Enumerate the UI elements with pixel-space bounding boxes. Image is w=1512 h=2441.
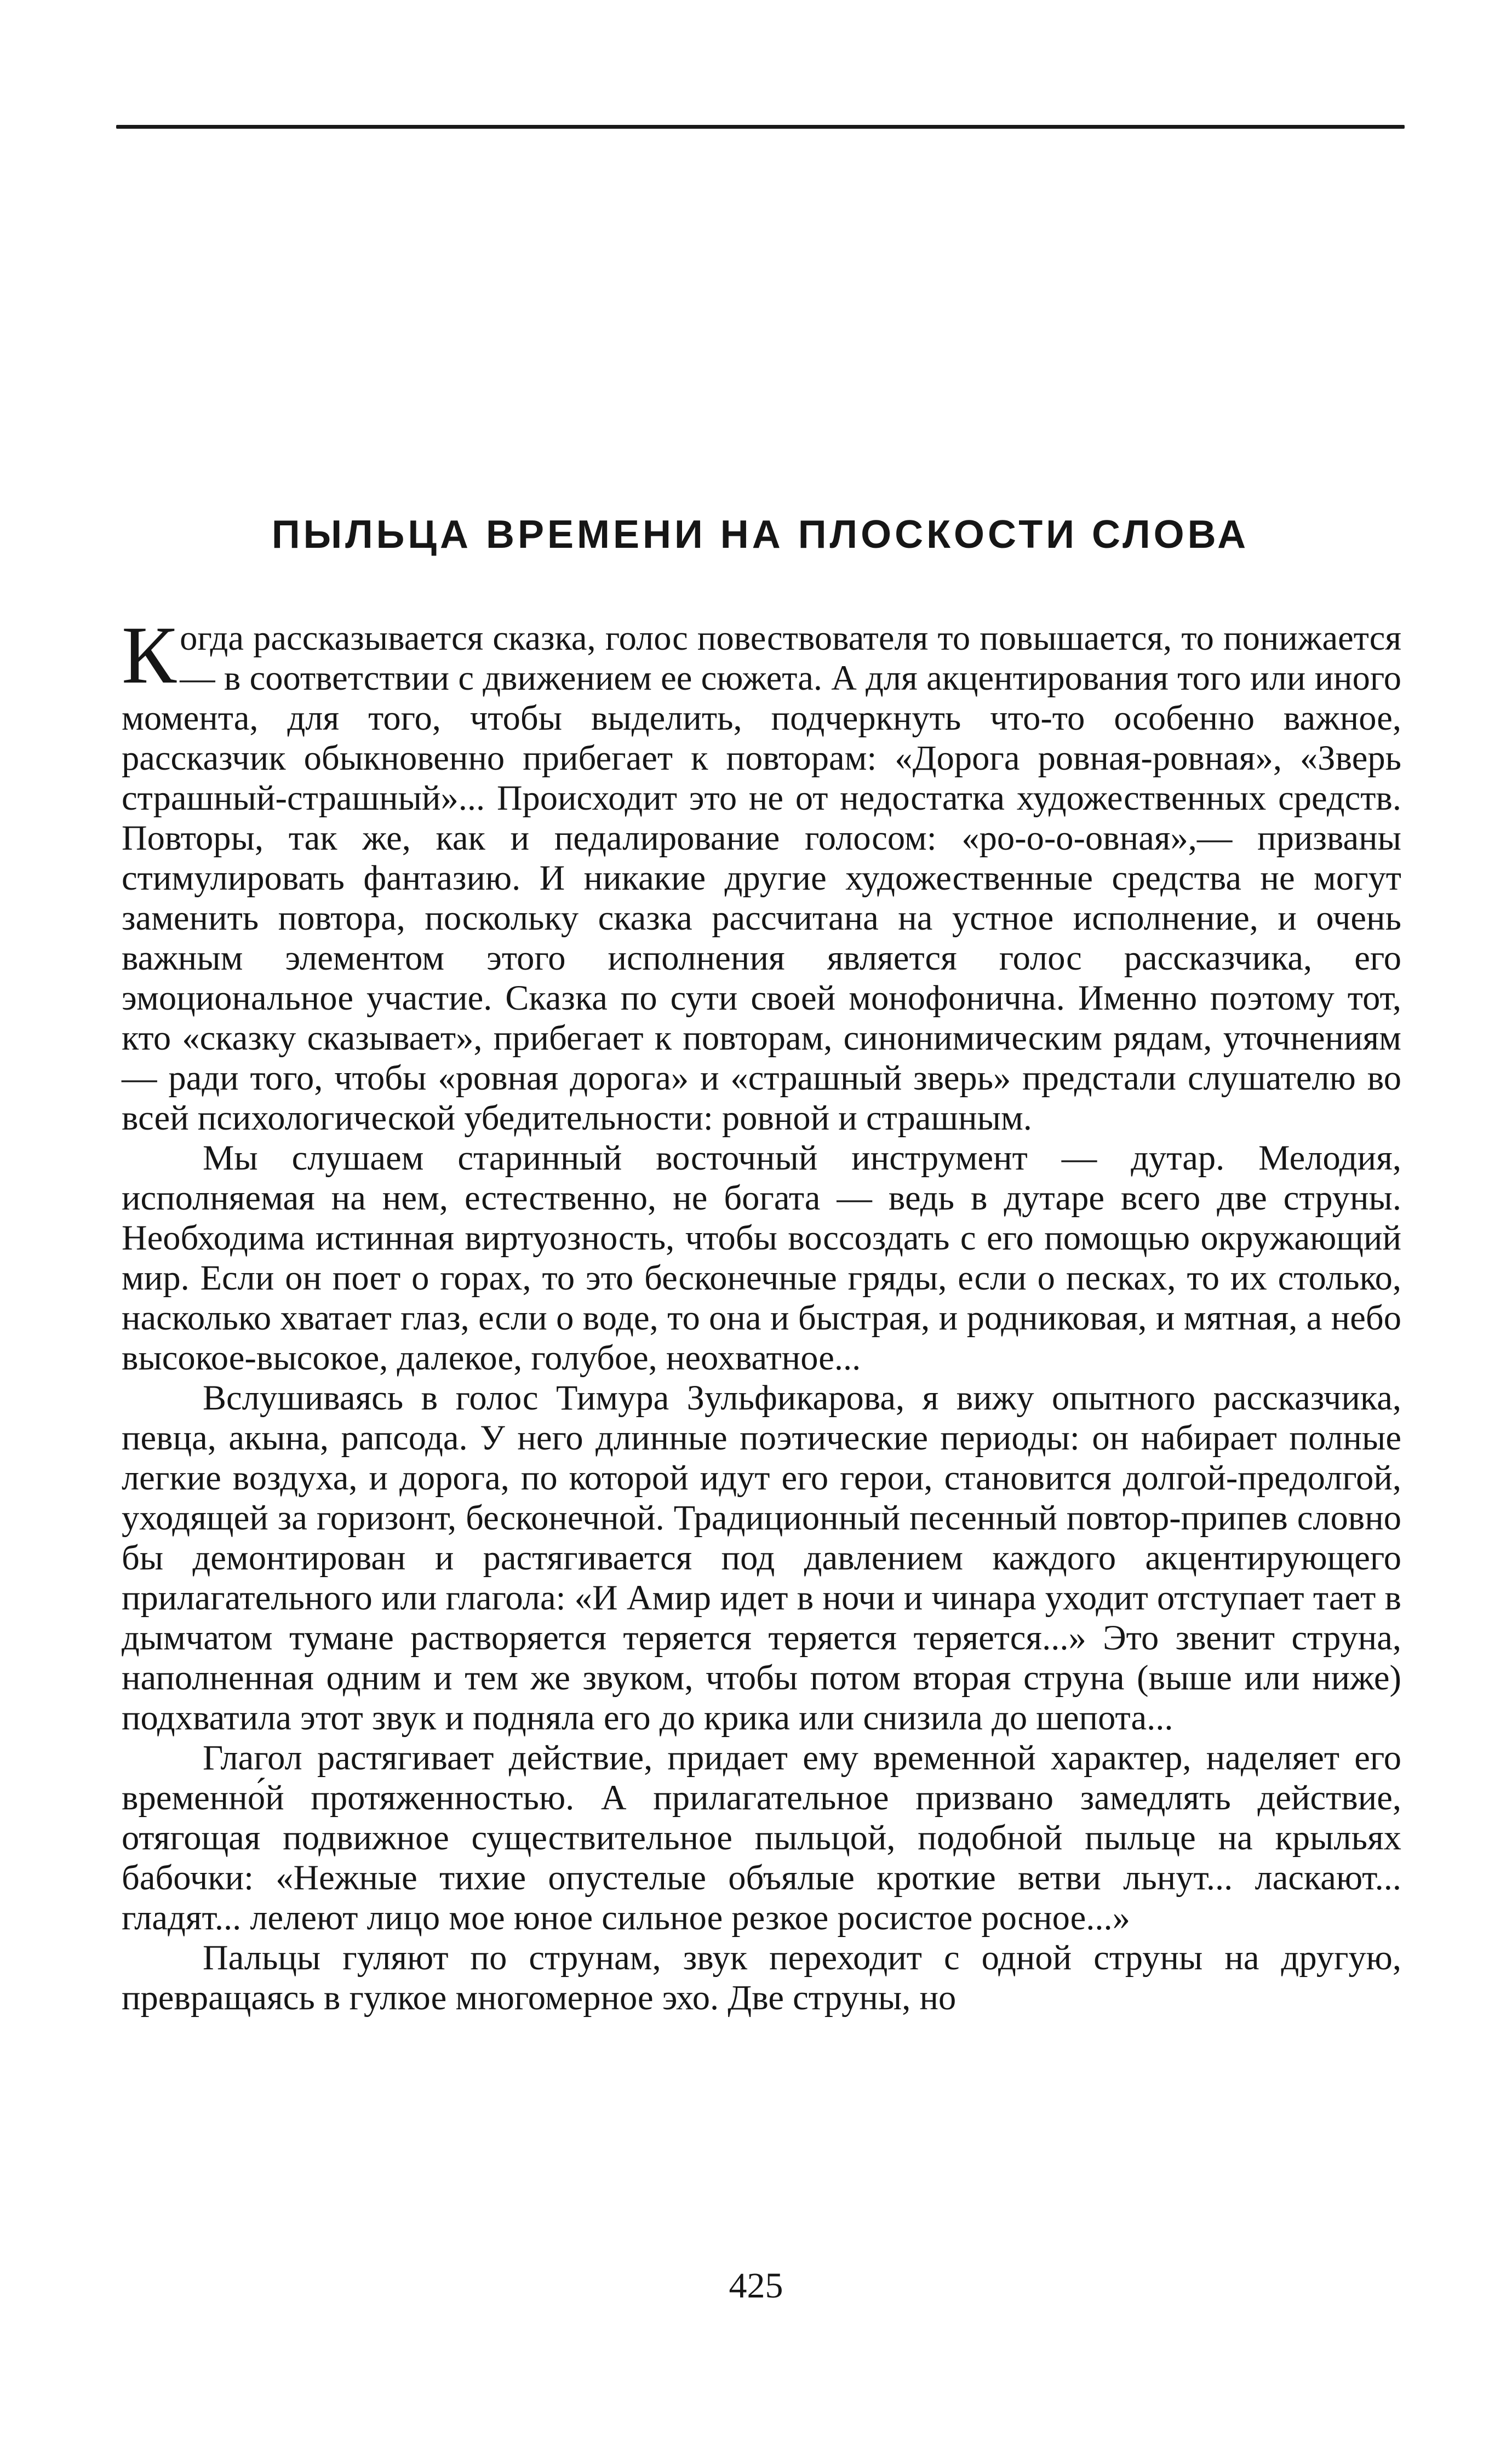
paragraph-5: Пальцы гуляют по струнам, звук переходит с одной струны на другую, превращаясь в гулкое многомерное эхо. Две струны, но xyxy=(122,1938,1401,2017)
paragraph-3: Вслушиваясь в голос Тимура Зульфикарова, я вижу опытного рассказчика, певца, акына, рапсода. У него длинные поэтические периоды: он набирает полные легкие воздуха, и дорога, по которой идут его герои, становится долгой-предолгой, уходящей за горизонт, бесконечной. Традиционный песенный повтор-припев словно бы демонтирован и растягивается под давлением каждого акцентирующего прилагательного или глагола: «И Амир идет в ночи и чинара уходит отступает тает в дымчатом тумане растворяется теряется теряется теряется...» Это звенит струна, наполненная одним и тем же звуком, чтобы потом вторая струна (выше или ниже) подхватила этот звук и подняла его до крика или снизила до шепота... xyxy=(122,1378,1401,1737)
drop-cap: К xyxy=(122,610,177,701)
page-number: 425 xyxy=(729,2266,783,2306)
chapter-title: ПЫЛЬЦА ВРЕМЕНИ НА ПЛОСКОСТИ СЛОВА xyxy=(271,513,1250,557)
paragraph-4: Глагол растягивает действие, придает ему временной характер, наделяет его временно́й протяженностью. А прилагательное призвано замедлять действие, отягощая подвижное существительное пыльцой, подобной пыльце на крыльях бабочки: «Нежные тихие опустелые объялые кроткие ветви льнут... ласкают... гладят... лелеют лицо мое юное сильное резкое росистое росное...» xyxy=(122,1738,1401,1937)
body-text xyxy=(122,610,1401,2018)
paragraph-1 xyxy=(122,610,1401,1138)
paragraph-2: Мы слушаем старинный восточный инструмент — дутар. Мелодия, исполняемая на нем, естественно, не богата — ведь в дутаре всего две струны. Необходима истинная виртуозность, чтобы воссоздать с его помощью окружающий мир. Если он поет о горах, то это бесконечные гряды, если о песках, то их столько, насколько хватает глаз, если о воде, то она и быстрая, и родниковая, и мятная, а небо высокое-высокое, далекое, голубое, неохватное... xyxy=(122,1138,1401,1377)
paragraph-1-text: огда рассказывается сказка, голос повествователя то повышается, то понижается — в соответствии с движением ее сюжета. А для акцентирования того или иного момента, для того, чтобы выделить, подчеркнуть что-то особенно важное, рассказчик обыкновенно прибегает к повторам: «Дорога ровная-ровная», «Зверь страшный-страшный»... Происходит это не от недостатка художественных средств. Повторы, так же, как и педалирование голосом: «ро-о-о-овная»,— призваны стимулировать фантазию. И никакие другие художественные средства не могут заменить повтора, поскольку сказка рассчитана на устное исполнение, и очень важным элементом этого исполнения является голос рассказчика, его эмоциональное участие. Сказка по сути своей монофонична. Именно поэтому тот, кто «сказку сказывает», прибегает к повторам, синонимическим рядам, уточнениям — ради того, чтобы «ровная дорога» и «страшный зверь» предстали слушателю во всей психологической убедительности: ровной и страшным. xyxy=(122,618,1401,1137)
top-rule xyxy=(116,125,1405,129)
